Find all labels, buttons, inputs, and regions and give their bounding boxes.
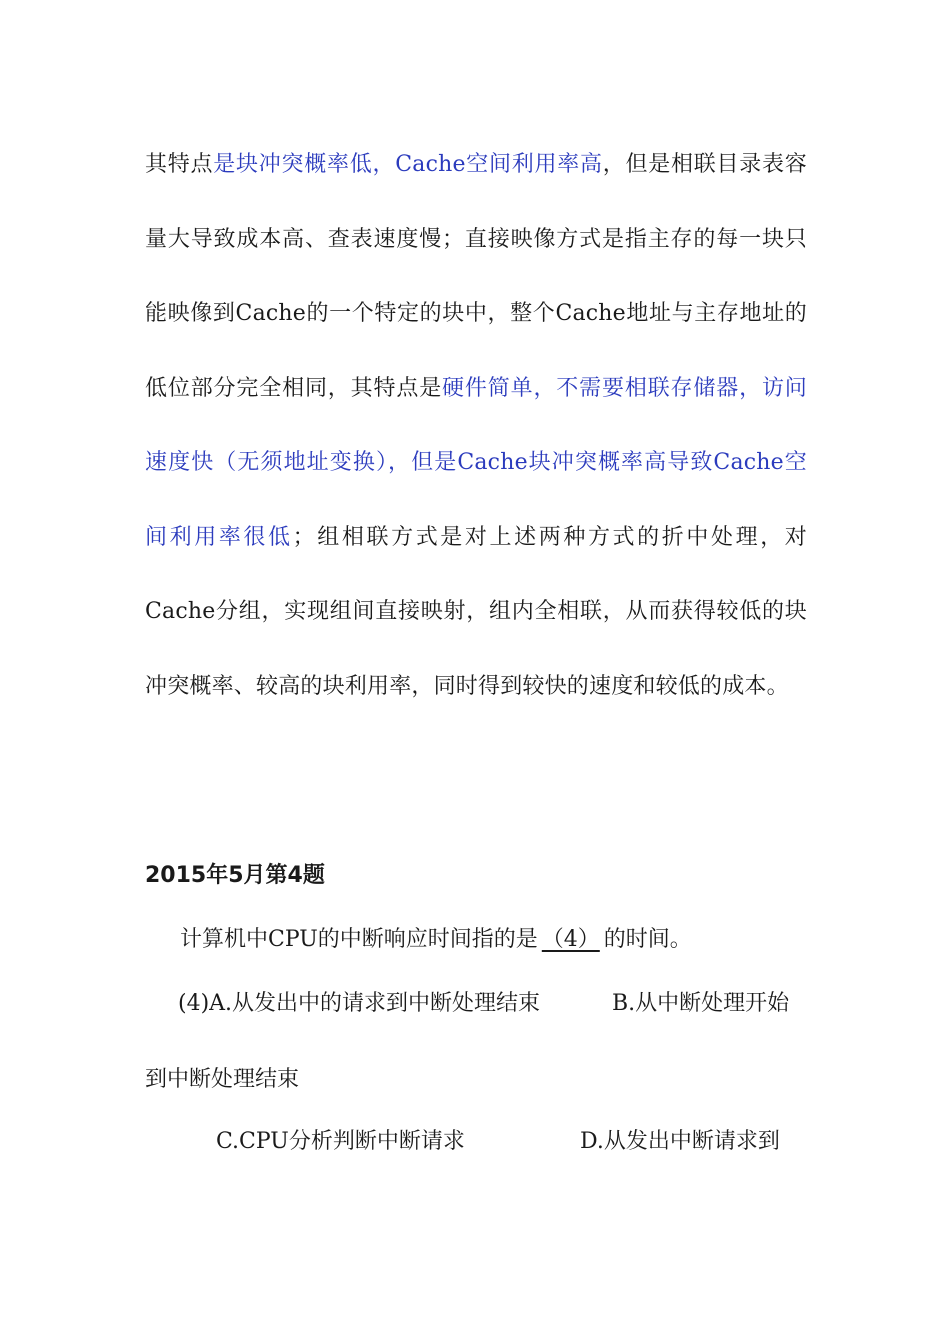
para-text-3: ；组相联方式是对上述两种方式的折中处理，对Cache分组，实现组间直接映射，组内全相联，从而获得较低的块冲突概率、较高的块利用率，同时得到较快的速度和较低的成本。 [145,524,808,699]
option-a: (4)A.从发出中的请求到中断处理结束 [178,991,541,1016]
option-b-continuation: 到中断处理结束 [145,1067,300,1092]
para-highlight-2: 硬件简单，不需要相联存储器，访问速度快（无须地址变换），但是Cache块冲突概率高导致Cache空间利用率很低 [145,375,807,550]
para-text-1: 其特点 [145,152,214,177]
para-text-2: ，但是相联目录表容量大导致成本高、查表速度慢；直接映像方式是指主存的每一块只能映像到Cache的一个特定的块中，整个Cache地址与主存地址的低位部分完全相同，其特点是 [145,152,808,401]
question-text-before: 计算机中CPU的中断响应时间指的是 [180,927,538,952]
question-text-after: 的时间。 [603,927,692,952]
explanation-paragraph [145,128,807,724]
option-d: D.从发出中断请求到 [580,1129,780,1154]
option-c: C.CPU分析判断中断请求 [216,1129,465,1154]
question-heading: 2015年5月第4题 [145,863,325,888]
question-stem [180,922,692,958]
para-highlight-1: 是块冲突概率低，Cache空间利用率高 [213,152,603,177]
question-blank: （4） [541,927,600,952]
option-b: B.从中断处理开始 [612,991,790,1016]
